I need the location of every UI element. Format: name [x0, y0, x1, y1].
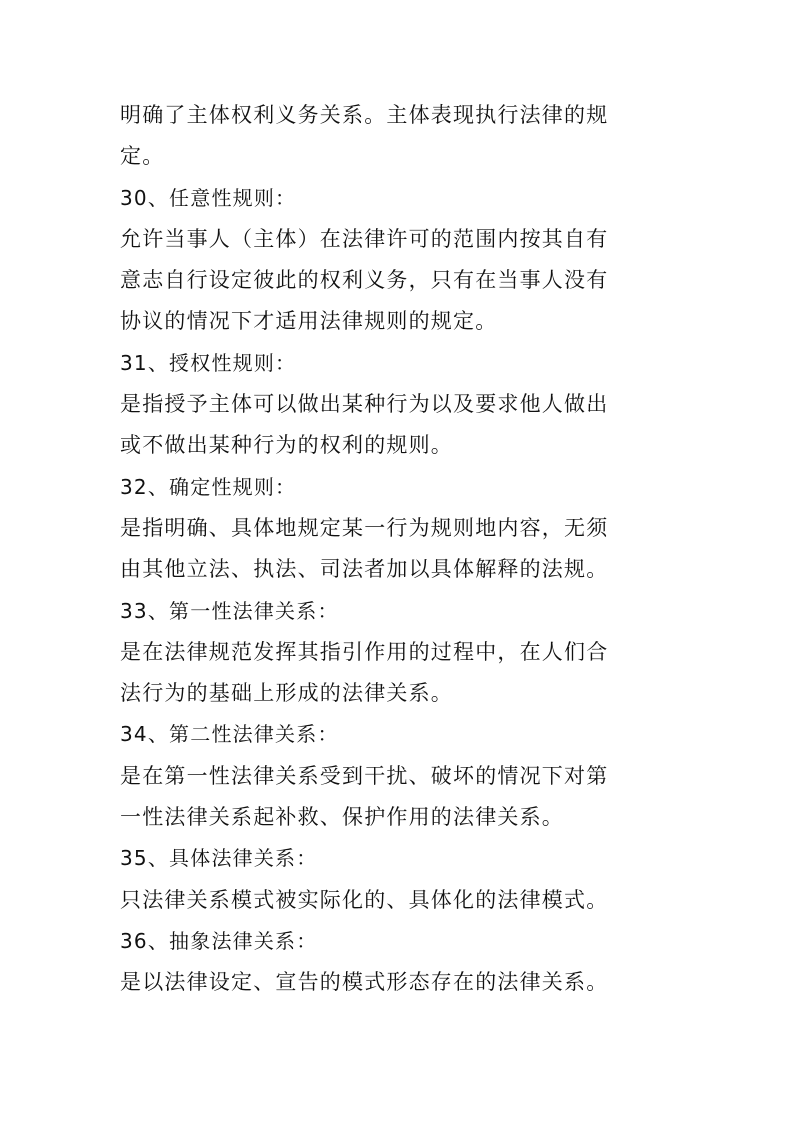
term-heading: 35、具体法律关系： — [120, 846, 318, 871]
text-line: 法行为的基础上形成的法律关系。 — [120, 681, 453, 706]
text-line: 是在第一性法律关系受到干扰、破坏的情况下对第 — [120, 763, 609, 788]
term-heading: 33、第一性法律关系： — [120, 598, 339, 623]
text-line: 明确了主体权利义务关系。主体表现执行法律的规 — [120, 103, 609, 127]
text-line: 是指明确、具体地规定某一行为规则地内容，无须 — [120, 515, 609, 540]
text-line: 意志自行设定彼此的权利义务，只有在当事人没有 — [120, 268, 609, 293]
term-heading: 32、确定性规则： — [120, 474, 297, 499]
text-line: 是以法律设定、宣告的模式形态存在的法律关系。 — [120, 970, 609, 995]
document-body — [120, 95, 680, 1004]
text-line: 是指授予主体可以做出某种行为以及要求他人做出 — [120, 392, 609, 417]
term-heading: 36、抽象法律关系： — [120, 928, 318, 953]
text-line: 或不做出某种行为的权利的规则。 — [120, 433, 453, 458]
text-line: 定。 — [120, 144, 165, 169]
text-line: 是在法律规范发挥其指引作用的过程中，在人们合 — [120, 639, 609, 664]
term-heading: 34、第二性法律关系： — [120, 722, 339, 747]
text-line: 一性法律关系起补救、保护作用的法律关系。 — [120, 805, 564, 830]
term-heading: 31、授权性规则： — [120, 350, 297, 375]
term-heading: 30、任意性规则： — [120, 185, 297, 210]
text-line: 由其他立法、执法、司法者加以具体解释的法规。 — [120, 557, 609, 582]
text-line: 只法律关系模式被实际化的、具体化的法律模式。 — [120, 887, 609, 912]
text-line: 协议的情况下才适用法律规则的规定。 — [120, 309, 498, 334]
text-line: 允许当事人（主体）在法律许可的范围内按其自有 — [120, 226, 609, 251]
